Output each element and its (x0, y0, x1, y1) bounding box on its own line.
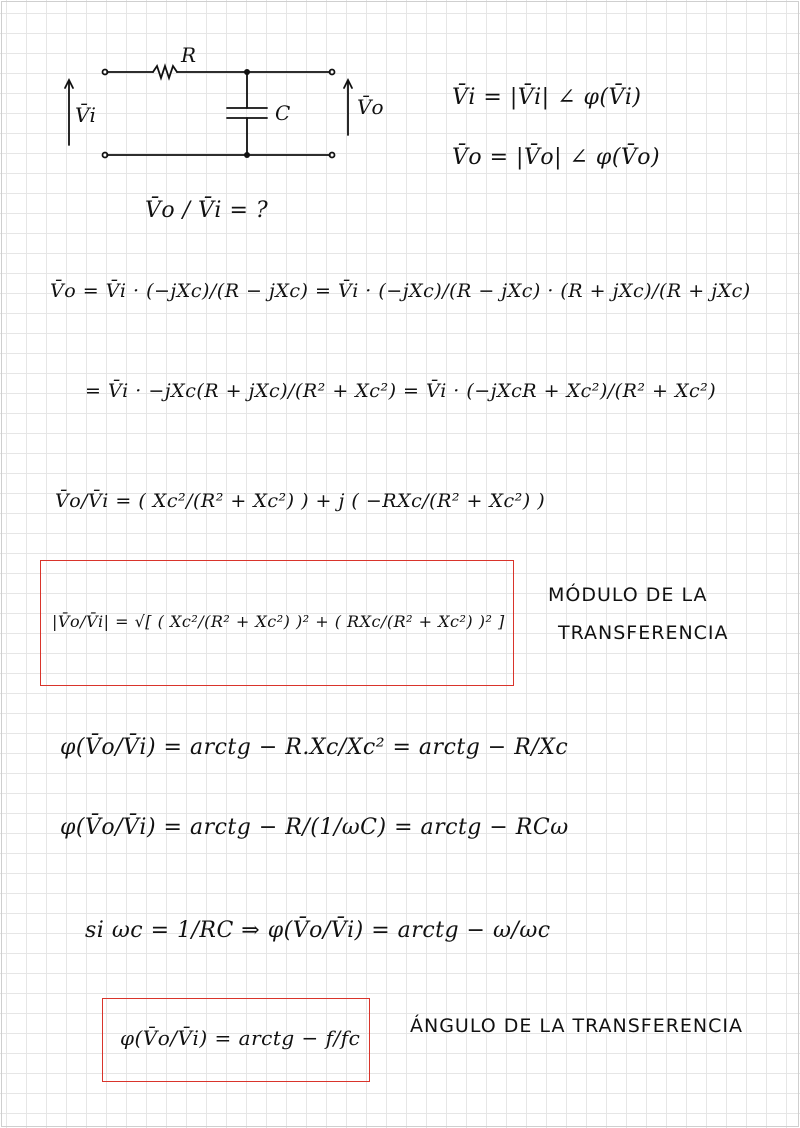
output-terminal-top (330, 70, 335, 75)
derivation-line-2: = V̄i · −jXc(R + jXc)/(R² + Xc²) = V̄i · (−jXcR + Xc²)/(R² + Xc²) (85, 380, 717, 402)
phase-final-formula: φ(V̄o/V̄i) = arctg − f/fc (120, 1026, 361, 1050)
phase-final-note: ÁNGULO DE LA TRANSFERENCIA (410, 1015, 744, 1037)
resistor-symbol (153, 66, 177, 78)
modulus-note-line-1: MÓDULO DE LA (548, 584, 708, 606)
input-voltage-label: V̄i (75, 103, 96, 127)
junction-dot-top (244, 69, 250, 75)
output-terminal-bottom (330, 153, 335, 158)
output-voltage-label: V̄o (357, 95, 384, 119)
capacitor-label: C (275, 101, 291, 125)
resistor-label: R (181, 43, 197, 67)
vo-polar-definition: V̄o = |V̄o| ∠ φ(V̄o) (452, 145, 661, 170)
transfer-question: V̄o / V̄i = ? (145, 198, 269, 223)
derivation-line-3: V̄o/V̄i = ( Xc²/(R² + Xc²) ) + j ( −RXc/(R² + Xc²) ) (55, 490, 546, 512)
phase-line-2: φ(V̄o/V̄i) = arctg − R/(1/ωC) = arctg − RCω (60, 815, 569, 840)
modulus-formula: |V̄o/V̄i| = √[ ( Xc²/(R² + Xc²) )² + ( RXc/(R² + Xc²) )² ] (52, 612, 505, 631)
modulus-note-line-2: TRANSFERENCIA (558, 622, 729, 644)
phase-line-1: φ(V̄o/V̄i) = arctg − R.Xc/Xc² = arctg − R/Xc (60, 735, 569, 760)
junction-dot-bottom (244, 152, 250, 158)
rc-circuit-diagram (55, 40, 384, 170)
derivation-line-1: V̄o = V̄i · (−jXc)/(R − jXc) = V̄i · (−jXc)/(R − jXc) · (R + jXc)/(R + jXc) (50, 280, 751, 302)
phase-line-3: si ωc = 1/RC ⇒ φ(V̄o/V̄i) = arctg − ω/ωc (85, 918, 551, 943)
vi-polar-definition: V̄i = |V̄i| ∠ φ(V̄i) (452, 85, 642, 110)
